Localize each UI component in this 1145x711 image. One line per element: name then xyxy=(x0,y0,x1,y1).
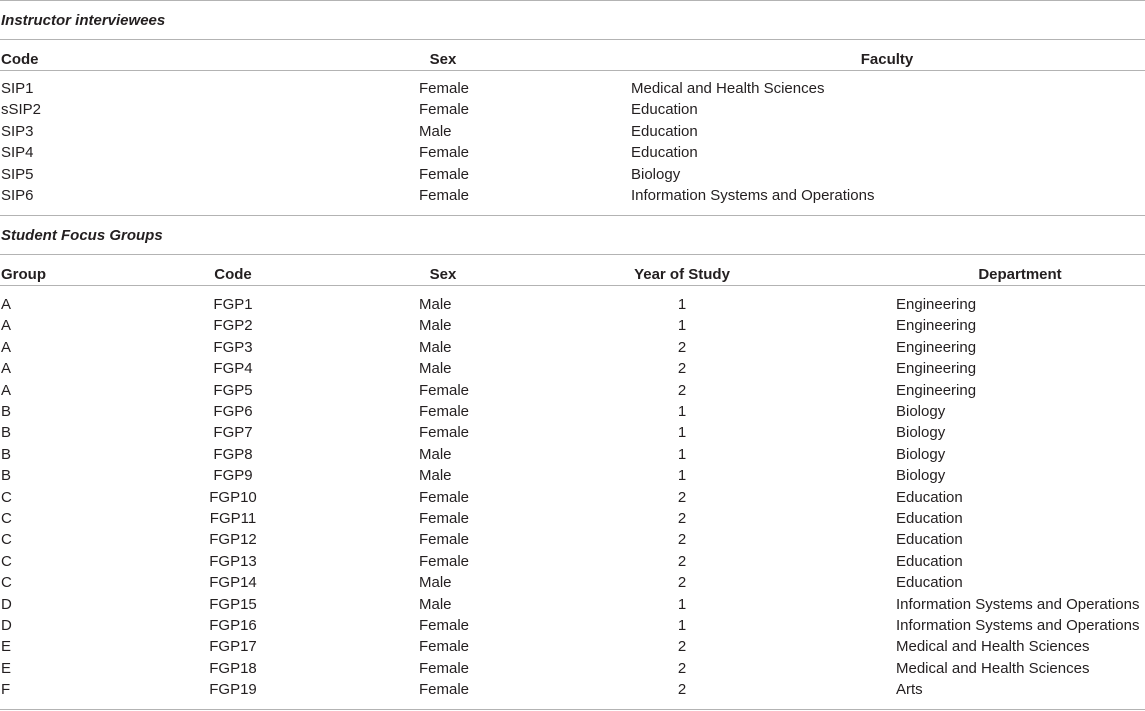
student-sex-cell: Male xyxy=(419,317,452,335)
student-sex-cell: Female xyxy=(419,403,470,420)
student-code-cell: FGP1 xyxy=(213,296,253,313)
student-code-cell: FGP16 xyxy=(209,617,257,634)
student-department-cell: Information Systems and Operations xyxy=(896,617,1140,634)
student-sex-cell: Female xyxy=(419,488,470,506)
student-table-row xyxy=(0,572,1145,593)
student-code-cell: FGP9 xyxy=(213,467,253,485)
student-table-row xyxy=(0,401,1145,422)
instructor-sex-cell: Female xyxy=(419,165,470,183)
instructor-table-row xyxy=(0,185,1145,206)
student-sex-cell: Male xyxy=(419,467,452,485)
student-group-cell: A xyxy=(1,317,12,335)
instructor-table-row xyxy=(0,99,1145,120)
student-table-row xyxy=(0,337,1145,358)
student-group-cell: A xyxy=(1,296,12,313)
instructor-section-title: Instructor interviewees xyxy=(1,12,166,29)
student-department-cell: Education xyxy=(896,552,963,570)
instructor-code-cell: SIP6 xyxy=(1,187,34,204)
student-year-cell: 1 xyxy=(677,296,687,313)
instructor-subheader-rule xyxy=(0,70,1145,71)
student-header-row xyxy=(0,264,1145,285)
student-sex-cell: Male xyxy=(419,595,452,613)
student-table-row xyxy=(0,615,1145,636)
student-year-cell: 1 xyxy=(677,317,687,335)
student-table-row xyxy=(0,529,1145,550)
student-code-cell: FGP6 xyxy=(213,403,253,420)
student-sex-cell: Female xyxy=(419,617,470,634)
instructor-sex-cell: Female xyxy=(419,187,470,204)
student-department-cell: Education xyxy=(896,574,963,592)
student-department-cell: Education xyxy=(896,531,963,549)
student-header-department: Department xyxy=(978,266,1062,283)
instructor-header-faculty: Faculty xyxy=(860,51,914,68)
student-table-row xyxy=(0,444,1145,465)
student-header-code: Code xyxy=(214,266,252,283)
student-code-cell: FGP11 xyxy=(209,510,257,527)
instructor-code-cell: SIP5 xyxy=(1,165,34,183)
student-sex-cell: Male xyxy=(419,445,452,463)
student-year-cell: 1 xyxy=(677,467,687,485)
student-sex-cell: Female xyxy=(419,510,470,527)
student-code-cell: FGP7 xyxy=(213,424,253,442)
student-table-row xyxy=(0,422,1145,443)
student-sex-cell: Female xyxy=(419,424,470,442)
instructor-table-row xyxy=(0,164,1145,185)
student-department-cell: Engineering xyxy=(896,381,977,399)
student-table-row xyxy=(0,636,1145,657)
instructor-faculty-cell: Education xyxy=(631,101,698,119)
instructor-code-cell: SIP1 xyxy=(1,80,34,97)
student-group-cell: F xyxy=(1,681,11,699)
instructor-table-row xyxy=(0,78,1145,99)
student-department-cell: Biology xyxy=(896,403,946,420)
student-department-cell: Education xyxy=(896,510,963,527)
student-table-row xyxy=(0,487,1145,508)
student-sex-cell: Female xyxy=(419,659,470,677)
instructor-sex-cell: Male xyxy=(419,122,452,140)
student-year-cell: 2 xyxy=(677,488,687,506)
student-header-year: Year of Study xyxy=(634,266,730,283)
student-group-cell: C xyxy=(1,574,12,592)
instructor-sex-cell: Female xyxy=(419,80,470,97)
student-sex-cell: Female xyxy=(419,681,470,699)
student-code-cell: FGP5 xyxy=(213,381,253,399)
student-group-cell: B xyxy=(1,467,12,485)
student-department-cell: Education xyxy=(896,488,963,506)
student-group-cell: A xyxy=(1,381,12,399)
student-group-cell: D xyxy=(1,595,12,613)
top-rule xyxy=(0,0,1145,1)
instructor-header-row xyxy=(0,49,1145,70)
instructor-code-cell: SIP4 xyxy=(1,144,34,162)
student-year-cell: 2 xyxy=(677,638,687,656)
bottom-rule xyxy=(0,709,1145,710)
student-year-cell: 2 xyxy=(677,531,687,549)
instructor-faculty-cell: Biology xyxy=(631,165,681,183)
student-header-sex: Sex xyxy=(429,266,457,283)
student-sex-cell: Male xyxy=(419,574,452,592)
student-year-cell: 2 xyxy=(677,510,687,527)
student-department-cell: Biology xyxy=(896,467,946,485)
student-group-cell: C xyxy=(1,531,12,549)
student-department-cell: Engineering xyxy=(896,338,977,356)
student-department-cell: Engineering xyxy=(896,296,977,313)
student-table-row xyxy=(0,294,1145,315)
instructor-sex-cell: Female xyxy=(419,144,470,162)
student-year-cell: 2 xyxy=(677,360,687,378)
student-group-cell: B xyxy=(1,403,12,420)
student-group-cell: A xyxy=(1,338,12,356)
student-year-cell: 1 xyxy=(677,617,687,634)
student-code-cell: FGP12 xyxy=(209,531,257,549)
student-table-row xyxy=(0,658,1145,679)
student-department-cell: Biology xyxy=(896,424,946,442)
student-code-cell: FGP4 xyxy=(213,360,253,378)
student-year-cell: 1 xyxy=(677,595,687,613)
student-code-cell: FGP18 xyxy=(209,659,257,677)
instructor-sex-cell: Female xyxy=(419,101,470,119)
student-group-cell: C xyxy=(1,488,12,506)
instructor-header-rule xyxy=(0,39,1145,40)
instructor-table-row xyxy=(0,142,1145,163)
student-code-cell: FGP15 xyxy=(209,595,257,613)
student-sex-cell: Female xyxy=(419,381,470,399)
student-code-cell: FGP19 xyxy=(209,681,257,699)
instructor-header-code: Code xyxy=(1,51,39,68)
student-code-cell: FGP10 xyxy=(209,488,257,506)
student-code-cell: FGP2 xyxy=(213,317,253,335)
student-table-row xyxy=(0,508,1145,529)
student-sex-cell: Female xyxy=(419,638,470,656)
student-department-cell: Engineering xyxy=(896,360,977,378)
student-table-row xyxy=(0,380,1145,401)
student-table-row xyxy=(0,679,1145,700)
instructor-table-row xyxy=(0,121,1145,142)
student-code-cell: FGP8 xyxy=(213,445,253,463)
instructor-faculty-cell: Information Systems and Operations xyxy=(631,187,875,204)
student-group-cell: B xyxy=(1,445,12,463)
student-table-row xyxy=(0,315,1145,336)
student-group-cell: B xyxy=(1,424,12,442)
student-code-cell: FGP14 xyxy=(209,574,257,592)
student-code-cell: FGP13 xyxy=(209,552,257,570)
instructor-code-cell: SIP3 xyxy=(1,122,34,140)
student-table-row xyxy=(0,551,1145,572)
instructor-faculty-cell: Education xyxy=(631,122,698,140)
instructor-faculty-cell: Education xyxy=(631,144,698,162)
student-year-cell: 2 xyxy=(677,338,687,356)
student-header-group: Group xyxy=(1,266,46,283)
student-group-cell: C xyxy=(1,552,12,570)
student-subheader-rule xyxy=(0,285,1145,286)
student-department-cell: Medical and Health Sciences xyxy=(896,638,1090,656)
student-section-title: Student Focus Groups xyxy=(1,227,163,244)
section-divider-rule xyxy=(0,215,1145,216)
student-year-cell: 2 xyxy=(677,552,687,570)
student-year-cell: 2 xyxy=(677,681,687,699)
student-department-cell: Arts xyxy=(896,681,923,699)
student-group-cell: A xyxy=(1,360,12,378)
student-group-cell: E xyxy=(1,638,12,656)
student-sex-cell: Male xyxy=(419,360,452,378)
student-department-cell: Medical and Health Sciences xyxy=(896,659,1090,677)
student-header-rule xyxy=(0,254,1145,255)
instructor-faculty-cell: Medical and Health Sciences xyxy=(631,80,825,97)
student-table-row xyxy=(0,465,1145,486)
student-table-row xyxy=(0,594,1145,615)
instructor-header-sex: Sex xyxy=(429,51,457,68)
student-code-cell: FGP3 xyxy=(213,338,253,356)
student-table-row xyxy=(0,358,1145,379)
student-sex-cell: Male xyxy=(419,296,452,313)
student-code-cell: FGP17 xyxy=(209,638,257,656)
instructor-code-cell: sSIP2 xyxy=(1,101,42,119)
student-year-cell: 1 xyxy=(677,424,687,442)
student-department-cell: Information Systems and Operations xyxy=(896,595,1140,613)
student-group-cell: C xyxy=(1,510,12,527)
student-department-cell: Biology xyxy=(896,445,946,463)
student-department-cell: Engineering xyxy=(896,317,977,335)
student-year-cell: 1 xyxy=(677,403,687,420)
student-sex-cell: Female xyxy=(419,552,470,570)
student-group-cell: E xyxy=(1,659,12,677)
student-year-cell: 2 xyxy=(677,381,687,399)
student-year-cell: 2 xyxy=(677,574,687,592)
student-year-cell: 2 xyxy=(677,659,687,677)
student-year-cell: 1 xyxy=(677,445,687,463)
student-group-cell: D xyxy=(1,617,12,634)
student-sex-cell: Female xyxy=(419,531,470,549)
student-sex-cell: Male xyxy=(419,338,452,356)
